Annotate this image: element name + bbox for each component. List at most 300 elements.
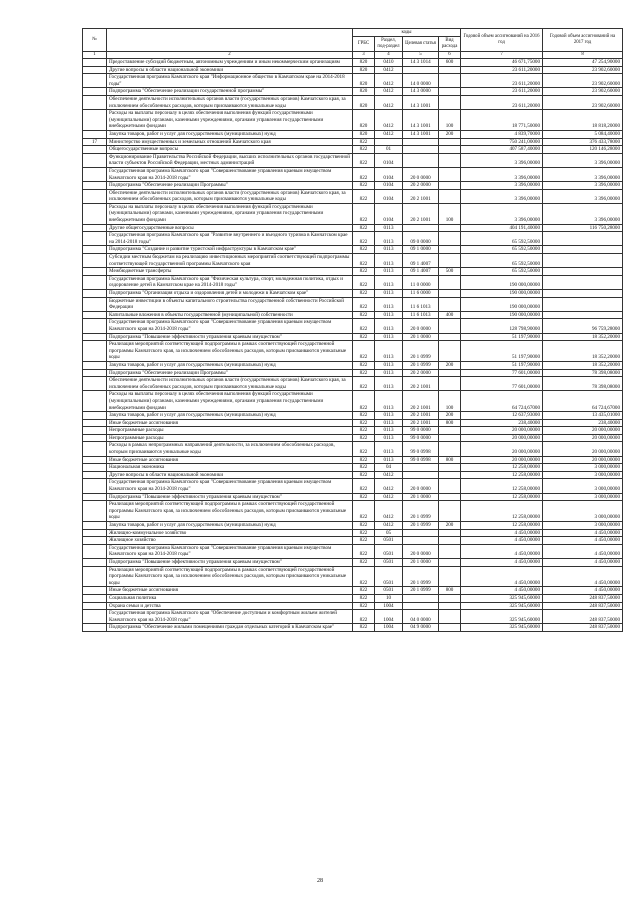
cell-target-article: 09 1 4007 [403,254,439,268]
cell-number [83,587,107,595]
cell-name: Обеспечение деятельности исполнительных органов власти (государственных органов) Камчатского края, за исключением обособленных расходов, которым присваиваются уникальные коды [107,95,353,109]
cell-grbs: 822 [353,275,375,289]
cell-amount-2017: 18 352,20000 [543,341,623,362]
cell-target-article: 14 3 1001 [403,110,439,131]
cell-razdel: 0412 [375,479,403,493]
cell-number [83,427,107,435]
cell-number [83,297,107,311]
cell-amount-2016: 65 592,50000 [461,246,543,254]
cell-target-article: 20 2 1001 [403,391,439,412]
cell-target-article: 04 9 0000 [403,624,439,632]
cell-amount-2017: 3 396,00000 [543,153,623,167]
cell-amount-2017: 20 000,00000 [543,456,623,464]
cell-razdel: 10 [375,594,403,602]
cell-number [83,434,107,442]
table-row [83,66,623,74]
cell-number [83,232,107,246]
cell-amount-2017: 248 837,50000 [543,602,623,610]
cell-target-article: 20 2 1001 [403,377,439,391]
cell-target-article: 20 2 1001 [403,189,439,203]
cell-amount-2016: 325 945,60000 [461,594,543,602]
cell-amount-2016: 20 000,00000 [461,442,543,456]
cell-number [83,456,107,464]
cell-amount-2017 [543,246,623,254]
cell-amount-2016: 65 592,50000 [461,254,543,268]
cell-number [83,537,107,545]
cell-target-article: 09 1 4007 [403,268,439,276]
table-row [83,246,623,254]
cell-expense-type [439,74,461,88]
cell-number [83,529,107,537]
cell-name: Закупка товаров, работ и услуг для государственных (муниципальных) нужд [107,361,353,369]
cell-name: Расходы на выплаты персоналу в целях обеспечения выполнения функций государственными (муниципальными) органами, казенными учреждениями, органами управления государственными внебюджетными фондами [107,110,353,131]
table-row [83,610,623,624]
col-header-vr: Вид расхода [439,37,461,52]
table-row [83,391,623,412]
cell-amount-2016: 20 000,00000 [461,456,543,464]
cell-expense-type [439,333,461,341]
table-row [83,594,623,602]
cell-name: Функционирование Правительства Российской Федерации, высших исполнительных органов государственной власти субъектов Российской Федерации, местных администраций [107,153,353,167]
cell-target-article: 20 2 0000 [403,182,439,190]
cell-grbs: 822 [353,290,375,298]
cell-grbs: 822 [353,203,375,224]
cell-target-article: 99 0 0998 [403,456,439,464]
cell-amount-2016: 4 450,00000 [461,529,543,537]
cell-razdel: 0113 [375,246,403,254]
cell-name: Государственная программа Камчатского края "Информационное общество в Камчатском крае на 2014-2018 годы" [107,74,353,88]
cell-amount-2016: 4 450,00000 [461,566,543,587]
cell-name: Национальная экономика [107,464,353,472]
cell-razdel: 0113 [375,369,403,377]
cell-amount-2016: 12 258,00000 [461,479,543,493]
cell-grbs: 820 [353,66,375,74]
cell-expense-type [439,602,461,610]
page-number: 28 [317,878,323,884]
cell-amount-2017 [543,254,623,268]
cell-amount-2016: 77 601,00000 [461,377,543,391]
cell-expense-type [439,275,461,289]
cell-amount-2017 [543,297,623,311]
cell-grbs: 822 [353,182,375,190]
cell-name: Общегосударственные вопросы [107,146,353,154]
cell-razdel: 0412 [375,471,403,479]
cell-name: Подпрограмма "Организация отдыха и оздоровления детей и молодежи в Камчатском крае" [107,290,353,298]
table-row [83,464,623,472]
cell-amount-2017: 248 837,50000 [543,624,623,632]
cell-amount-2016: 18 771,50000 [461,110,543,131]
cell-expense-type [439,537,461,545]
cell-amount-2017: 96 759,28000 [543,319,623,333]
table-row [83,110,623,131]
table-row [83,419,623,427]
cell-name: Подпрограмма "Обеспечение реализации Программы" [107,182,353,190]
col-number: 1 [83,52,107,59]
cell-grbs: 822 [353,333,375,341]
cell-number [83,182,107,190]
col-number: 5 [403,52,439,59]
cell-amount-2016: 4 839,70000 [461,130,543,138]
cell-name: Непрограммные расходы [107,434,353,442]
cell-name: Субсидии местным бюджетам на реализацию инвестиционных мероприятий соответствующей подпрограммы соответствующей государственной программы Камчатского края [107,254,353,268]
cell-grbs: 820 [353,130,375,138]
cell-expense-type: 800 [439,587,461,595]
cell-amount-2017 [543,290,623,298]
table-row [83,434,623,442]
cell-number [83,594,107,602]
cell-grbs: 822 [353,624,375,632]
cell-target-article: 20 2 1001 [403,412,439,420]
cell-grbs: 822 [353,594,375,602]
cell-target-article: 20 1 0999 [403,522,439,530]
cell-razdel: 0501 [375,566,403,587]
cell-grbs: 822 [353,189,375,203]
cell-target-article [403,537,439,545]
cell-expense-type [439,479,461,493]
cell-target-article: 20 2 1001 [403,419,439,427]
cell-expense-type [439,189,461,203]
cell-expense-type [439,167,461,181]
cell-amount-2016: 404 191,40000 [461,224,543,232]
cell-number [83,493,107,501]
cell-expense-type [439,297,461,311]
cell-razdel: 0113 [375,319,403,333]
cell-razdel: 0113 [375,268,403,276]
cell-expense-type [439,246,461,254]
cell-grbs: 822 [353,419,375,427]
table-row [83,130,623,138]
cell-expense-type [439,434,461,442]
budget-sheet [82,28,622,632]
cell-expense-type [439,341,461,362]
cell-number [83,602,107,610]
cell-amount-2016: 190 000,00000 [461,311,543,319]
cell-razdel: 0113 [375,434,403,442]
cell-amount-2016: 12 258,00000 [461,501,543,522]
cell-razdel: 1004 [375,602,403,610]
cell-amount-2017: 3 000,00000 [543,471,623,479]
cell-target-article: 20 0 0000 [403,544,439,558]
cell-target-article: 20 2 1001 [403,203,439,224]
cell-target-article [403,529,439,537]
cell-number [83,412,107,420]
cell-expense-type [439,558,461,566]
cell-razdel: 0412 [375,95,403,109]
cell-amount-2016: 128 798,90000 [461,319,543,333]
table-row [83,189,623,203]
table-row [83,74,623,88]
cell-target-article: 20 1 0999 [403,587,439,595]
cell-number [83,442,107,456]
col-header-2017: Годовой объем ассигнований на 2017 год [543,29,623,52]
cell-amount-2017: 3 396,00000 [543,167,623,181]
cell-expense-type [439,427,461,435]
cell-amount-2016: 23 611,20000 [461,88,543,96]
cell-amount-2017: 3 000,00000 [543,479,623,493]
cell-name: Иные бюджетные ассигнования [107,419,353,427]
cell-grbs: 822 [353,493,375,501]
table-row [83,203,623,224]
cell-target-article: 14 0 0000 [403,74,439,88]
table-row [83,297,623,311]
cell-razdel: 0410 [375,59,403,67]
cell-razdel: 0412 [375,493,403,501]
cell-name: Другие вопросы в области национальной экономики [107,66,353,74]
cell-target-article [403,224,439,232]
cell-amount-2017 [543,275,623,289]
cell-amount-2016: 23 611,20000 [461,74,543,88]
cell-number: 17 [83,138,107,146]
cell-expense-type [439,501,461,522]
cell-name: Межбюджетные трансферты [107,268,353,276]
cell-target-article: 20 0 0000 [403,479,439,493]
cell-amount-2016: 46 671,75000 [461,59,543,67]
cell-razdel: 0113 [375,341,403,362]
cell-target-article: 99 0 0000 [403,427,439,435]
cell-expense-type [439,566,461,587]
cell-amount-2016: 23 611,20000 [461,66,543,74]
cell-grbs: 822 [353,464,375,472]
table-row [83,493,623,501]
cell-grbs: 822 [353,427,375,435]
col-number: 2 [107,52,353,59]
cell-target-article: 20 0 0000 [403,167,439,181]
cell-number [83,566,107,587]
cell-target-article: 20 1 0000 [403,493,439,501]
cell-amount-2017: 248 837,50000 [543,610,623,624]
cell-amount-2016: 12 258,00000 [461,471,543,479]
cell-number [83,254,107,268]
cell-grbs: 822 [353,361,375,369]
cell-grbs: 820 [353,110,375,131]
cell-amount-2017: 3 000,00000 [543,501,623,522]
cell-number [83,624,107,632]
cell-amount-2016: 190 000,00000 [461,290,543,298]
cell-razdel [375,138,403,146]
col-header-no: № [83,29,107,52]
table-row [83,146,623,154]
cell-amount-2016: 12 258,00000 [461,464,543,472]
cell-amount-2017: 116 750,28000 [543,224,623,232]
cell-target-article: 14 3 1001 [403,130,439,138]
cell-expense-type: 100 [439,203,461,224]
cell-razdel: 0113 [375,275,403,289]
cell-grbs: 822 [353,434,375,442]
col-header-codes: коды [353,29,461,37]
cell-grbs: 822 [353,602,375,610]
cell-name: Расходы на выплаты персоналу в целях обеспечения выполнения функций государственными (муниципальными) органами, казенными учреждениями, органами управления государственными внебюджетными фондами [107,391,353,412]
cell-razdel: 0104 [375,189,403,203]
cell-number [83,544,107,558]
cell-grbs: 822 [353,442,375,456]
cell-number [83,146,107,154]
table-row [83,95,623,109]
cell-name: Подпрограмма "Повышение эффективности управления краевым имуществом" [107,333,353,341]
cell-amount-2016: 51 197,90000 [461,333,543,341]
cell-grbs: 822 [353,146,375,154]
table-row [83,456,623,464]
cell-expense-type: 800 [439,456,461,464]
table-row [83,254,623,268]
table-row [83,319,623,333]
cell-expense-type [439,146,461,154]
cell-grbs: 822 [353,471,375,479]
cell-amount-2017: 64 724,67000 [543,391,623,412]
cell-grbs: 822 [353,456,375,464]
cell-expense-type: 400 [439,311,461,319]
cell-target-article: 99 0 0000 [403,434,439,442]
cell-amount-2017: 120 146,28000 [543,146,623,154]
table-row [83,182,623,190]
table-row [83,232,623,246]
table-row [83,59,623,67]
cell-grbs: 822 [353,138,375,146]
cell-amount-2016: 65 592,50000 [461,268,543,276]
cell-grbs: 822 [353,224,375,232]
cell-expense-type [439,594,461,602]
cell-name: Подпрограмма "Обеспечение реализации государственной программы" [107,88,353,96]
cell-razdel: 0113 [375,377,403,391]
cell-grbs: 822 [353,537,375,545]
table-row [83,369,623,377]
cell-name: Подпрограмма "Повышение эффективности управления краевым имуществом" [107,558,353,566]
cell-name: Закупка товаров, работ и услуг для государственных (муниципальных) нужд [107,412,353,420]
table-row [83,471,623,479]
cell-name: Непрограммные расходы [107,427,353,435]
cell-razdel: 01 [375,146,403,154]
cell-amount-2017: 23 902,60000 [543,66,623,74]
cell-expense-type [439,95,461,109]
cell-number [83,558,107,566]
cell-target-article [403,66,439,74]
cell-target-article: 11 6 1013 [403,311,439,319]
cell-number [83,59,107,67]
cell-number [83,522,107,530]
cell-amount-2016: 51 197,90000 [461,361,543,369]
cell-number [83,88,107,96]
cell-name: Закупка товаров, работ и услуг для государственных (муниципальных) нужд [107,130,353,138]
cell-number [83,361,107,369]
cell-amount-2017: 18 352,20000 [543,333,623,341]
table-row [83,566,623,587]
cell-target-article: 20 1 0999 [403,341,439,362]
cell-amount-2016: 3 396,00000 [461,153,543,167]
cell-number [83,333,107,341]
table-row [83,377,623,391]
cell-amount-2016: 23 611,20000 [461,95,543,109]
cell-grbs: 822 [353,391,375,412]
cell-number [83,203,107,224]
cell-amount-2017: 4 450,00000 [543,587,623,595]
table-row [83,290,623,298]
cell-expense-type [439,290,461,298]
table-row [83,587,623,595]
cell-number [83,189,107,203]
cell-amount-2017: 4 450,00000 [543,537,623,545]
cell-amount-2017: 4 450,00000 [543,544,623,558]
cell-amount-2016: 12 637,93000 [461,412,543,420]
col-number: 3 [353,52,375,59]
cell-razdel: 0412 [375,88,403,96]
col-number: 7 [461,52,543,59]
cell-grbs: 822 [353,311,375,319]
cell-name: Государственная программа Камчатского края "Совершенствование управления краевым имуществом Камчатского края на 2014-2018 годы" [107,167,353,181]
cell-expense-type [439,224,461,232]
cell-amount-2016: 12 258,00000 [461,522,543,530]
cell-grbs: 822 [353,610,375,624]
cell-name: Обеспечение деятельности исполнительных органов власти (государственных органов) Камчатского края, за исключением обособленных расходов, которым присваиваются уникальные коды [107,189,353,203]
cell-amount-2016: 407 587,40000 [461,146,543,154]
table-row [83,138,623,146]
cell-name: Социальная политика [107,594,353,602]
cell-grbs: 822 [353,232,375,246]
cell-name: Реализация мероприятий соответствующей подпрограммы в рамках соответствующей государственной программы Камчатского края, за исключением обособленных расходов, которым присваиваются уникальные коды [107,341,353,362]
cell-razdel: 0113 [375,311,403,319]
cell-name: Государственная программа Камчатского края "Физическая культура, спорт, молодежная политика, отдых и оздоровление детей в Камчатском крае на 2014-2018 годы" [107,275,353,289]
cell-expense-type [439,442,461,456]
col-header-2016: Годовой объем ассигнований на 2016 год [461,29,543,52]
cell-amount-2017: 20 000,00000 [543,442,623,456]
cell-target-article: 20 1 0999 [403,566,439,587]
cell-target-article: 20 1 0000 [403,333,439,341]
cell-amount-2016: 325 945,60000 [461,624,543,632]
cell-grbs: 822 [353,522,375,530]
cell-number [83,369,107,377]
cell-expense-type: 500 [439,268,461,276]
cell-grbs: 822 [353,319,375,333]
cell-target-article: 14 3 0000 [403,88,439,96]
cell-expense-type [439,544,461,558]
cell-amount-2017: 238,40000 [543,419,623,427]
table-row [83,479,623,493]
cell-razdel: 0501 [375,558,403,566]
cell-amount-2016: 750 241,00000 [461,138,543,146]
cell-name: Обеспечение деятельности исполнительных органов власти (государственных органов) Камчатского края, за исключением обособленных расходов, которым присваиваются уникальные коды [107,377,353,391]
cell-name: Государственная программа Камчатского края "Обеспечение доступным и комфортным жильем жителей Камчатского края на 2014-2018 годы" [107,610,353,624]
cell-target-article: 20 1 0999 [403,501,439,522]
cell-amount-2016: 3 396,00000 [461,167,543,181]
cell-expense-type: 100 [439,110,461,131]
cell-number [83,268,107,276]
cell-amount-2016: 65 592,50000 [461,232,543,246]
cell-razdel: 05 [375,529,403,537]
cell-razdel: 0113 [375,297,403,311]
cell-amount-2016: 325 945,60000 [461,610,543,624]
cell-expense-type [439,232,461,246]
col-number: 8 [543,52,623,59]
cell-expense-type: 200 [439,412,461,420]
cell-target-article [403,153,439,167]
cell-razdel: 1004 [375,610,403,624]
cell-expense-type: 800 [439,419,461,427]
table-row [83,167,623,181]
cell-number [83,311,107,319]
cell-grbs: 822 [353,479,375,493]
cell-name: Подпрограмма "Обеспечение жилыми помещениями граждан отдельных категорий в Камчатском крае" [107,624,353,632]
cell-razdel: 0412 [375,66,403,74]
cell-grbs: 822 [353,377,375,391]
cell-razdel: 0104 [375,153,403,167]
cell-razdel: 0412 [375,74,403,88]
cell-amount-2017: 3 396,00000 [543,182,623,190]
cell-amount-2016: 190 000,00000 [461,275,543,289]
cell-grbs: 822 [353,529,375,537]
cell-expense-type: 600 [439,59,461,67]
cell-amount-2017 [543,311,623,319]
cell-target-article [403,594,439,602]
cell-razdel: 1004 [375,624,403,632]
cell-name: Государственная программа Камчатского края "Развитие внутреннего и въездного туризма в Камчатском крае на 2014-2018 годы" [107,232,353,246]
